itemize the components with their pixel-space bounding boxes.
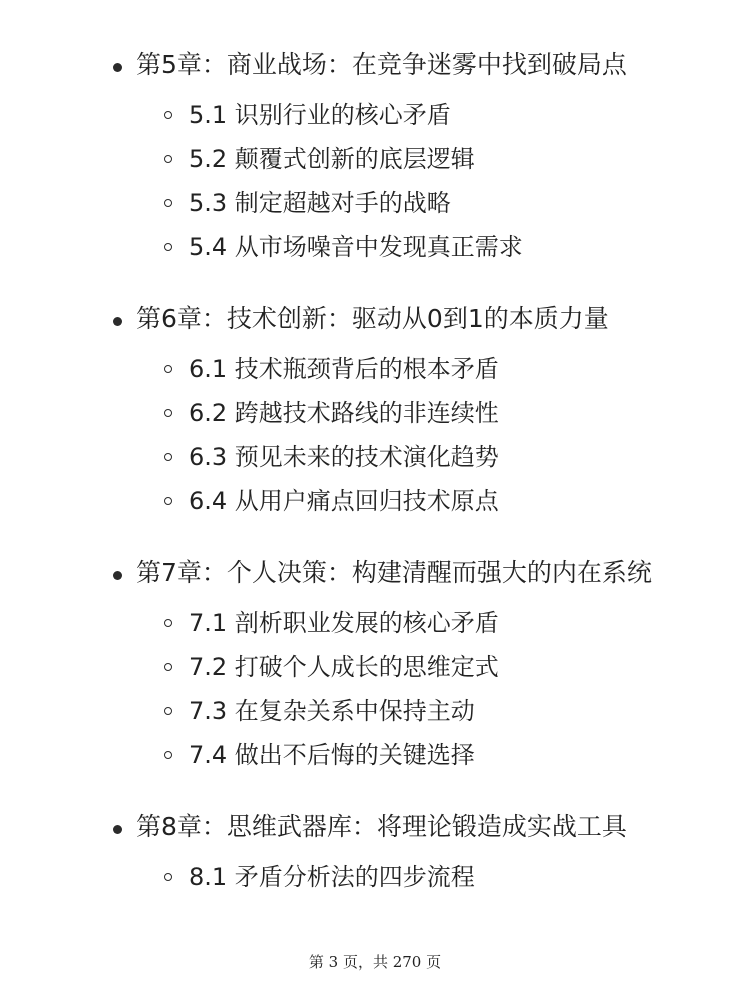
section-title: 7.1 剖析职业发展的核心矛盾 xyxy=(189,609,499,637)
section-list xyxy=(136,100,660,276)
section-item xyxy=(136,486,660,530)
section-item xyxy=(136,608,660,652)
section-item xyxy=(136,862,660,906)
section-title: 6.2 跨越技术路线的非连续性 xyxy=(189,399,499,427)
section-item xyxy=(136,354,660,398)
bullet-circle-icon xyxy=(164,409,172,417)
chapter-item xyxy=(0,48,750,276)
section-title: 5.4 从市场噪音中发现真正需求 xyxy=(189,233,523,261)
section-item xyxy=(136,232,660,276)
section-list xyxy=(136,608,660,784)
chapter-title: 第7章：个人决策：构建清醒而强大的内在系统 xyxy=(136,558,652,587)
bullet-circle-icon xyxy=(164,155,172,163)
bullet-circle-icon xyxy=(164,453,172,461)
bullet-circle-icon xyxy=(164,497,172,505)
bullet-disc-icon xyxy=(113,571,122,580)
section-item xyxy=(136,100,660,144)
bullet-circle-icon xyxy=(164,873,172,881)
section-item xyxy=(136,696,660,740)
section-list xyxy=(136,862,660,906)
section-title: 6.4 从用户痛点回归技术原点 xyxy=(189,487,499,515)
bullet-circle-icon xyxy=(164,663,172,671)
bullet-circle-icon xyxy=(164,365,172,373)
section-title: 5.2 颠覆式创新的底层逻辑 xyxy=(189,145,475,173)
section-item xyxy=(136,188,660,232)
bullet-circle-icon xyxy=(164,751,172,759)
section-title: 6.1 技术瓶颈背后的根本矛盾 xyxy=(189,355,499,383)
section-item xyxy=(136,398,660,442)
table-of-contents xyxy=(0,48,750,932)
section-item xyxy=(136,144,660,188)
section-title: 8.1 矛盾分析法的四步流程 xyxy=(189,863,475,891)
chapter-item xyxy=(0,810,750,906)
bullet-circle-icon xyxy=(164,199,172,207)
section-title: 7.3 在复杂关系中保持主动 xyxy=(189,697,475,725)
section-title: 7.4 做出不后悔的关键选择 xyxy=(189,741,475,769)
chapter-title: 第5章：商业战场：在竞争迷雾中找到破局点 xyxy=(136,50,627,79)
bullet-circle-icon xyxy=(164,619,172,627)
bullet-disc-icon xyxy=(113,317,122,326)
section-title: 7.2 打破个人成长的思维定式 xyxy=(189,653,499,681)
section-title: 6.3 预见未来的技术演化趋势 xyxy=(189,443,499,471)
section-item xyxy=(136,652,660,696)
bullet-circle-icon xyxy=(164,707,172,715)
section-list xyxy=(136,354,660,530)
section-item xyxy=(136,740,660,784)
chapter-item xyxy=(0,556,750,784)
section-title: 5.1 识别行业的核心矛盾 xyxy=(189,101,451,129)
bullet-circle-icon xyxy=(164,111,172,119)
bullet-disc-icon xyxy=(113,63,122,72)
bullet-circle-icon xyxy=(164,243,172,251)
section-title: 5.3 制定超越对手的战略 xyxy=(189,189,451,217)
page-number: 第 3 页，共 270 页 xyxy=(308,953,442,971)
chapter-title: 第8章：思维武器库：将理论锻造成实战工具 xyxy=(136,812,627,841)
chapter-item xyxy=(0,302,750,530)
bullet-disc-icon xyxy=(113,825,122,834)
chapter-title: 第6章：技术创新：驱动从0到1的本质力量 xyxy=(136,304,609,333)
section-item xyxy=(136,442,660,486)
